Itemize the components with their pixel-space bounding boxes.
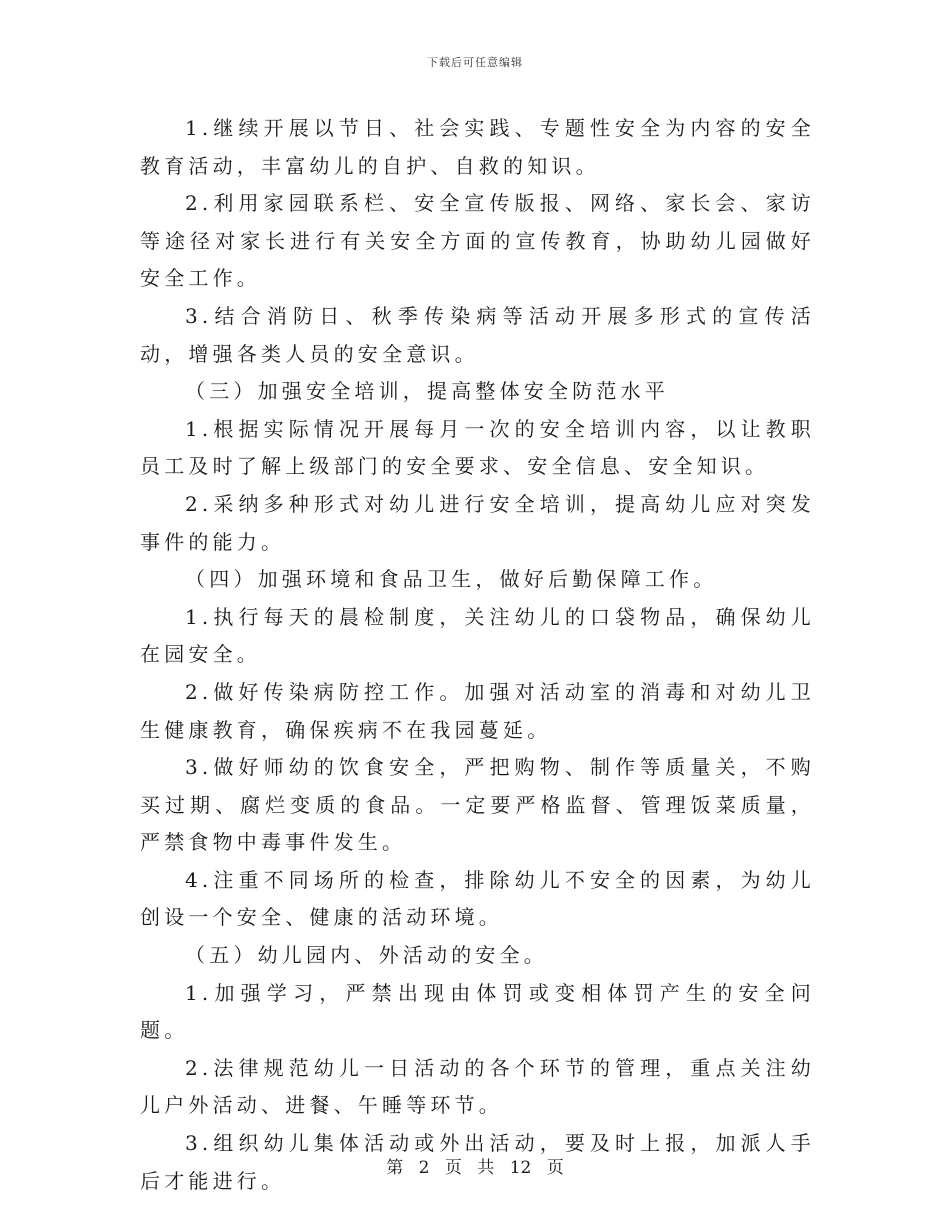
footer-gong: 共 <box>477 1158 495 1178</box>
paragraph-8: 3.做好师幼的饮食安全，严把购物、制作等质量关，不购买过期、腐烂变质的食品。一定要严格监督、管理饭菜质量，严禁食物中毒事件发生。 <box>140 755 815 855</box>
paragraph-2: 2.利用家园联系栏、安全宣传版报、网络、家长会、家访等途径对家长进行有关安全方面的宣传教育，协助幼儿园做好安全工作。 <box>140 191 815 291</box>
paragraph-3: 3.结合消防日、秋季传染病等活动开展多形式的宣传活动，增强各类人员的安全意识。 <box>140 303 815 366</box>
paragraph-4: 1.根据实际情况开展每月一次的安全培训内容，以让教职员工及时了解上级部门的安全要求、安全信息、安全知识。 <box>140 416 815 479</box>
paragraph-12: 3.组织幼儿集体活动或外出活动，要及时上报，加派人手后才能进行。 <box>140 1131 815 1193</box>
paragraph-7: 2.做好传染病防控工作。加强对活动室的消毒和对幼儿卫生健康教育，确保疾病不在我园蔓延。 <box>140 679 815 742</box>
paragraph-11: 2.法律规范幼儿一日活动的各个环节的管理，重点关注幼儿户外活动、进餐、午睡等环节。 <box>140 1055 815 1118</box>
footer-page-number: 2 <box>418 1158 430 1178</box>
paragraph-5: 2.采纳多种形式对幼儿进行安全培训，提高幼儿应对突发事件的能力。 <box>140 491 815 554</box>
footer-total-pages: 12 <box>509 1158 532 1178</box>
page-footer <box>0 1153 950 1178</box>
section-heading-3: （三）加强安全培训，提高整体安全防范水平 <box>185 379 669 404</box>
paragraph-9: 4.注重不同场所的检查，排除幼儿不安全的因素，为幼儿创设一个安全、健康的活动环境。 <box>140 867 815 930</box>
paragraph-10: 1.加强学习，严禁出现由体罚或变相体罚产生的安全问题。 <box>140 980 815 1043</box>
footer-di: 第 <box>386 1158 404 1178</box>
section-heading-4: （四）加强环境和食品卫生，做好后勤保障工作。 <box>185 567 718 592</box>
paragraph-6: 1.执行每天的晨检制度，关注幼儿的口袋物品，确保幼儿在园安全。 <box>140 604 815 667</box>
paragraph-1: 1.继续开展以节日、社会实践、专题性安全为内容的安全教育活动，丰富幼儿的自护、自救的知识。 <box>140 116 815 178</box>
header-note: 下载后可任意编辑 <box>427 56 523 69</box>
footer-ye-end: 页 <box>546 1158 564 1178</box>
footer-ye: 页 <box>444 1158 462 1178</box>
document-body <box>140 110 815 1200</box>
section-heading-5: （五）幼儿园内、外活动的安全。 <box>185 943 548 968</box>
